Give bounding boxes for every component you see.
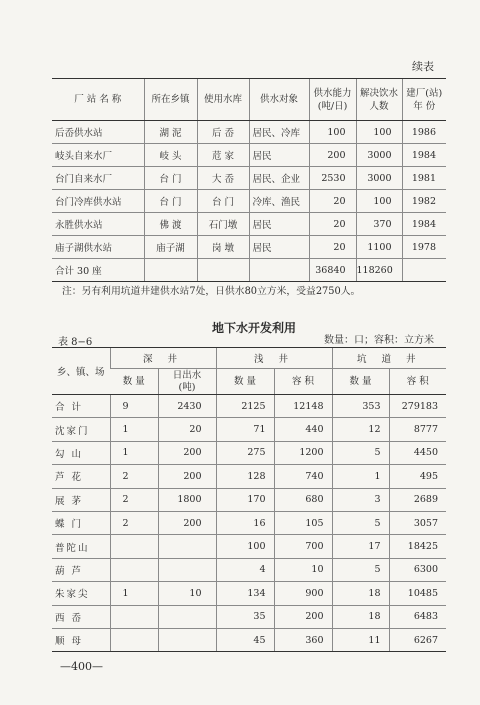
col-header-capacity	[309, 79, 356, 121]
group-header-deep-well: 深 井	[110, 348, 216, 369]
table-cell: 1984	[402, 213, 446, 236]
table-cell: 495	[389, 465, 446, 488]
table-cell: 353	[332, 395, 389, 418]
empty-cell	[249, 259, 309, 282]
table-cell: 2	[110, 511, 158, 534]
group-header-tunnel-well: 坑 道 井	[332, 348, 446, 369]
table-cell: 3000	[356, 167, 402, 190]
table-cell: 岐 头	[144, 144, 197, 167]
row-label: 普陀山	[52, 535, 110, 558]
row-label: 沈家门	[52, 418, 110, 441]
table-cell	[158, 628, 216, 651]
table-cell: 1	[110, 582, 158, 605]
empty-cell	[197, 259, 249, 282]
table-cell: 5	[332, 441, 389, 464]
table-cell: 台 门	[197, 190, 249, 213]
table-row	[52, 488, 446, 511]
table-cell: 1981	[402, 167, 446, 190]
table-row	[52, 605, 446, 628]
row-label: 展 茅	[52, 488, 110, 511]
table-cell: 18425	[389, 535, 446, 558]
table-cell: 12148	[274, 395, 332, 418]
table-cell: 后 岙	[197, 121, 249, 144]
table-row	[52, 465, 446, 488]
col-header-station-name: 厂 站 名 称	[52, 79, 144, 121]
table-cell: 12	[332, 418, 389, 441]
table-cell: 居民、企业	[249, 167, 309, 190]
empty-cell	[144, 259, 197, 282]
table-cell: 5	[332, 511, 389, 534]
table-row	[52, 628, 446, 651]
table-cell: 居民	[249, 144, 309, 167]
col-header-reservoir: 使用水库	[197, 79, 249, 121]
table-cell: 居民	[249, 236, 309, 259]
table-cell: 17	[332, 535, 389, 558]
total-people: 118260	[356, 259, 402, 282]
table-cell: 200	[158, 441, 216, 464]
table-cell: 8777	[389, 418, 446, 441]
table-cell: 680	[274, 488, 332, 511]
table-cell	[110, 605, 158, 628]
table-cell: 10	[274, 558, 332, 581]
table-cell: 永胜供水站	[52, 213, 144, 236]
table-cell: 20	[309, 190, 356, 213]
continued-label: 续表	[412, 60, 434, 73]
table-cell: 200	[158, 465, 216, 488]
table-cell: 18	[332, 582, 389, 605]
table-cell: 大 岙	[197, 167, 249, 190]
sub-header-deep-count: 数 量	[110, 369, 158, 395]
table-cell: 冷库、渔民	[249, 190, 309, 213]
table-row	[52, 511, 446, 534]
table-cell: 5	[332, 558, 389, 581]
row-label: 合 计	[52, 395, 110, 418]
table-cell: 100	[356, 121, 402, 144]
table-cell: 134	[216, 582, 274, 605]
table-cell: 1984	[402, 144, 446, 167]
row-label: 葫 芦	[52, 558, 110, 581]
table-cell: 1	[110, 441, 158, 464]
table-cell: 71	[216, 418, 274, 441]
table-units: 数量：口；容积：立方米	[324, 335, 434, 346]
col-header-year-text: 建厂(站)年 份	[406, 87, 443, 112]
table-cell: 16	[216, 511, 274, 534]
table-row	[52, 236, 446, 259]
empty-cell	[402, 259, 446, 282]
table-cell: 100	[216, 535, 274, 558]
total-label: 合计 30 座	[52, 259, 144, 282]
col-header-people	[356, 79, 402, 121]
table-cell: 128	[216, 465, 274, 488]
table-cell: 1800	[158, 488, 216, 511]
table-row	[52, 395, 446, 418]
table-cell: 200	[274, 605, 332, 628]
sub-header-deep-output-text: 日出水(吨)	[172, 369, 202, 393]
table-number: 表 8−6	[58, 337, 93, 348]
table-cell: 200	[309, 144, 356, 167]
groundwater-table	[52, 347, 446, 652]
table-title: 地下水开发利用	[212, 321, 297, 335]
col-header-supply-target: 供水对象	[249, 79, 309, 121]
table-header-row	[52, 79, 446, 121]
table-cell	[110, 535, 158, 558]
table-cell: 6300	[389, 558, 446, 581]
table-cell: 20	[158, 418, 216, 441]
table-cell: 6483	[389, 605, 446, 628]
table-cell: 台 门	[144, 167, 197, 190]
table-cell: 370	[356, 213, 402, 236]
table-cell: 2125	[216, 395, 274, 418]
table-cell: 庙子湖供水站	[52, 236, 144, 259]
table-cell: 2430	[158, 395, 216, 418]
table-cell: 700	[274, 535, 332, 558]
row-label: 朱家尖	[52, 582, 110, 605]
table-cell: 庙子湖	[144, 236, 197, 259]
table-row	[52, 558, 446, 581]
table-cell: 4450	[389, 441, 446, 464]
table-cell: 360	[274, 628, 332, 651]
row-label: 顺 母	[52, 628, 110, 651]
table-cell: 台门自来水厂	[52, 167, 144, 190]
table-cell: 105	[274, 511, 332, 534]
table-row	[52, 190, 446, 213]
table-cell: 4	[216, 558, 274, 581]
table-cell	[158, 535, 216, 558]
table-cell: 2	[110, 465, 158, 488]
table-cell: 3000	[356, 144, 402, 167]
table-row	[52, 582, 446, 605]
table-cell: 9	[110, 395, 158, 418]
table-cell: 20	[309, 236, 356, 259]
page-number: —400—	[60, 660, 103, 673]
row-header-township: 乡、镇、场	[52, 348, 110, 395]
table-cell: 35	[216, 605, 274, 628]
table-cell: 苊 家	[197, 144, 249, 167]
table-row	[52, 144, 446, 167]
table-cell: 45	[216, 628, 274, 651]
table-cell: 1982	[402, 190, 446, 213]
table-cell: 3057	[389, 511, 446, 534]
row-label: 芦 花	[52, 465, 110, 488]
table-row	[52, 441, 446, 464]
table-cell: 1200	[274, 441, 332, 464]
table-cell: 200	[158, 511, 216, 534]
table-cell: 后岙供水站	[52, 121, 144, 144]
table-cell: 1986	[402, 121, 446, 144]
table-cell: 275	[216, 441, 274, 464]
table-row	[52, 121, 446, 144]
table-cell	[110, 628, 158, 651]
table-cell: 1978	[402, 236, 446, 259]
sub-header-shallow-volume: 容 积	[274, 369, 332, 395]
table-cell: 3	[332, 488, 389, 511]
table-cell: 2689	[389, 488, 446, 511]
table-cell: 740	[274, 465, 332, 488]
table-cell: 20	[309, 213, 356, 236]
table-cell: 台 门	[144, 190, 197, 213]
table-note: 注：另有利用坑道井建供水站7处，日供水80立方米，受益2750人。	[62, 286, 361, 297]
table-cell: 279183	[389, 395, 446, 418]
row-label: 西 岙	[52, 605, 110, 628]
sub-header-shallow-count: 数 量	[216, 369, 274, 395]
table-cell: 湖 泥	[144, 121, 197, 144]
table-row	[52, 418, 446, 441]
sub-header-row	[52, 369, 446, 395]
table-cell: 台门冷库供水站	[52, 190, 144, 213]
group-header-row	[52, 348, 446, 369]
sub-header-tunnel-volume: 容 积	[389, 369, 446, 395]
table-cell: 岗 墩	[197, 236, 249, 259]
col-header-year	[402, 79, 446, 121]
table-cell: 居民	[249, 213, 309, 236]
table-cell: 1100	[356, 236, 402, 259]
table-cell: 岐头自来水厂	[52, 144, 144, 167]
table-cell: 440	[274, 418, 332, 441]
table-cell: 居民、冷库	[249, 121, 309, 144]
total-row	[52, 259, 446, 282]
col-header-people-text: 解决饮水人数	[359, 87, 398, 112]
total-capacity: 36840	[309, 259, 356, 282]
table-cell: 170	[216, 488, 274, 511]
sub-header-tunnel-count: 数 量	[332, 369, 389, 395]
table-cell: 100	[356, 190, 402, 213]
table-cell: 1	[332, 465, 389, 488]
table-cell: 100	[309, 121, 356, 144]
col-header-capacity-text: 供水能力(吨/日)	[313, 87, 352, 112]
table-row	[52, 167, 446, 190]
water-supply-table	[52, 78, 446, 282]
table-cell: 石门墩	[197, 213, 249, 236]
table-cell: 10	[158, 582, 216, 605]
table-cell: 6267	[389, 628, 446, 651]
table-cell: 10485	[389, 582, 446, 605]
table-cell: 2530	[309, 167, 356, 190]
table-cell	[158, 558, 216, 581]
table-cell	[110, 558, 158, 581]
table-cell: 900	[274, 582, 332, 605]
table-row	[52, 535, 446, 558]
table-cell: 佛 渡	[144, 213, 197, 236]
col-header-township: 所在乡镇	[144, 79, 197, 121]
row-label: 蝶 门	[52, 511, 110, 534]
row-label: 勾 山	[52, 441, 110, 464]
table-cell: 11	[332, 628, 389, 651]
table-cell	[158, 605, 216, 628]
table-cell: 1	[110, 418, 158, 441]
sub-header-deep-output	[158, 369, 216, 395]
table-cell: 18	[332, 605, 389, 628]
table-cell: 2	[110, 488, 158, 511]
table-row	[52, 213, 446, 236]
group-header-shallow-well: 浅 井	[216, 348, 332, 369]
